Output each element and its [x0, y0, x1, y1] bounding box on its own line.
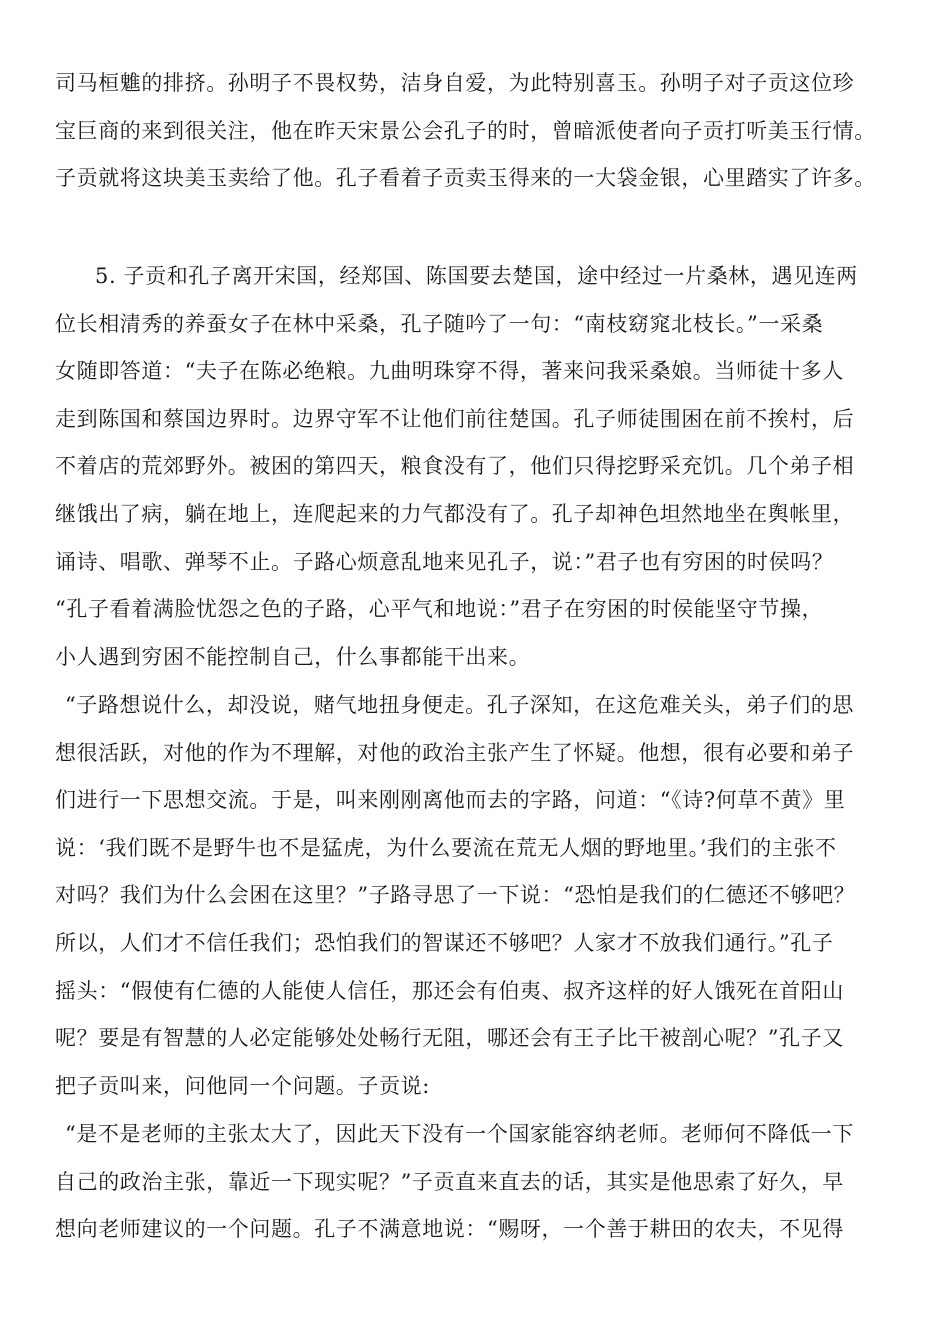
text-line: 说：‘我们既不是野牛也不是猛虎，为什么要流在荒无人烟的野地里。’我们的主张不	[55, 835, 837, 860]
text-line: 不着店的荒郊野外。被困的第四天，粮食没有了，他们只得挖野采充饥。几个弟子相	[55, 454, 855, 479]
text-line: 们进行一下思想交流。于是，叫来刚刚离他而去的字路，问道：“《诗?何草不黄》里	[55, 788, 846, 813]
text-line: 诵诗、唱歌、弹琴不止。子路心烦意乱地来见孔子，说：”君子也有穷困的时侯吗？	[55, 549, 834, 574]
text-line: “是不是老师的主张太大了，因此天下没有一个国家能容纳老师。老师何不降低一下	[65, 1122, 854, 1146]
paragraph-4	[55, 1111, 905, 1254]
text-line: 5. 子贡和孔子离开宋国，经郑国、陈国要去楚国，途中经过一片桑林，遇见连两	[95, 264, 858, 288]
text-line: 位长相清秀的养蚕女子在林中采桑，孔子随吟了一句：“南枝窈窕北枝长。”一采桑	[55, 311, 824, 336]
text-line: 想很活跃，对他的作为不理解，对他的政治主张产生了怀疑。他想，很有必要和弟子	[55, 740, 855, 765]
text-line: 司马桓魋的排挤。孙明子不畏权势，洁身自爱，为此特别喜玉。孙明子对子贡这位珍	[55, 71, 855, 95]
text-line: 宝巨商的来到很关注，他在昨天宋景公会孔子的时，曾暗派使者向子贡打听美玉行情。	[55, 118, 876, 143]
text-line: 摇头：“假使有仁德的人能使人信任，那还会有伯夷、叔齐这样的好人饿死在首阳山	[55, 978, 844, 1003]
paragraph-1	[55, 60, 905, 203]
text-line: 对吗？我们为什么会困在这里？”子路寻思了一下说：“恐怕是我们的仁德还不够吧？	[55, 883, 856, 908]
text-line: 所以，人们才不信任我们；恐怕我们的智谋还不够吧？人家才不放我们通行。”孔子	[55, 930, 834, 955]
text-line: 女随即答道：“夫子在陈必绝粮。九曲明珠穿不得，著来问我采桑娘。当师徒十多人	[55, 359, 844, 384]
text-line: 自己的政治主张，靠近一下现实呢？”子贡直来直去的话，其实是他思索了好久，早	[55, 1169, 844, 1194]
text-line: 想向老师建议的一个问题。孔子不满意地说：“赐呀，一个善于耕田的农夫，不见得	[55, 1217, 844, 1242]
text-line: “子路想说什么，却没说，赌气地扭身便走。孔子深知，在这危难关头，弟子们的思	[65, 693, 854, 717]
text-line: 继饿出了病，躺在地上，连爬起来的力气都没有了。孔子却神色坦然地坐在舆帐里，	[55, 501, 855, 526]
paragraph-2	[55, 253, 905, 681]
paragraph-3	[55, 682, 905, 1110]
text-line: 呢？要是有智慧的人必定能够处处畅行无阻，哪还会有王子比干被剖心呢？”孔子又	[55, 1026, 844, 1051]
text-line: 走到陈国和蔡国边界时。边界守军不让他们前往楚国。孔子师徒围困在前不挨村，后	[55, 406, 855, 431]
text-line: “孔子看着满脸忧怨之色的子路，心平气和地说：”君子在穷困的时侯能坚守节操，	[55, 597, 824, 622]
text-line: 小人遇到穷困不能控制自己，什么事都能干出来。	[55, 644, 531, 669]
text-line: 把子贡叫来，问他同一个问题。子贡说:	[55, 1073, 430, 1098]
text-line: 子贡就将这块美玉卖给了他。孔子看着子贡卖玉得来的一大袋金银，心里踏实了许多。	[55, 166, 876, 191]
